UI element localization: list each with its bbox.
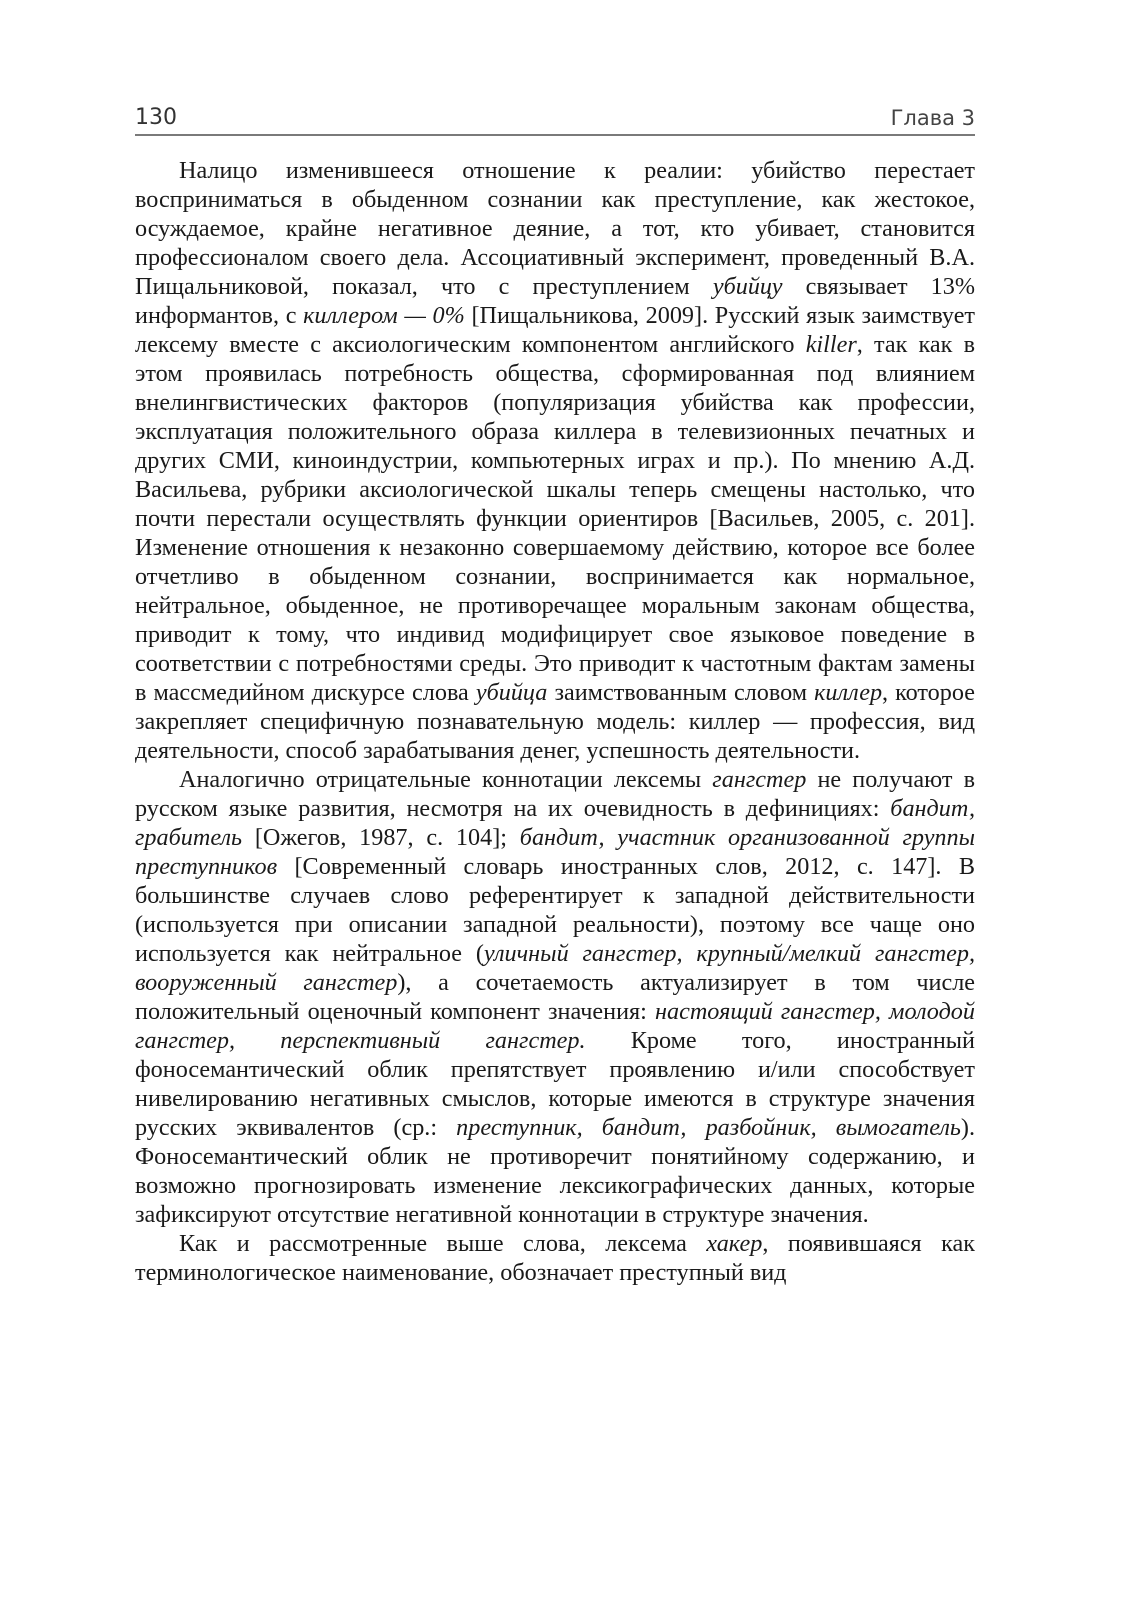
- text-run: , так как в этом проявилась потребность общества, сформированная под влиянием внелингвистических факторов (популяризация убийства как профессии, эксплуатация положительного образа киллера в телевизионных печатных и других СМИ, киноиндустрии, компьютерных играх и пр.). По мнению А.Д. Васильева, рубрики аксиологической шкалы теперь смещены настолько, что почти перестали осуществлять функции ориентиров [Васильев, 2005, с. 201]. Изменение отношения к незаконно совершаемому действию, которое все более отчетливо в обыденном сознании, воспринимается как нормальное, нейтральное, обыденное, не противоречащее моральным законам общества, приводит к тому, что индивид модифицирует свое языковое поведение в соответствии с потребностями среды. Это приводит к частотным фактам замены в массмедийном дискурсе слова: [135, 331, 975, 706]
- text-run: Кроме того, иностранный фоносемантический облик препятствует проявлению и/или способствует нивелированию негативных смыслов, которые имеются в структуре значения русских эквивалентов (ср.:: [135, 1027, 975, 1141]
- italic-term: киллером — 0%: [303, 302, 465, 329]
- italic-term: killer: [805, 331, 857, 358]
- italic-term: гангстер: [712, 766, 807, 793]
- text-run: [Ожегов, 1987, с. 104];: [242, 824, 520, 851]
- paragraph: [135, 156, 975, 765]
- text-run: заимствованным словом: [547, 679, 815, 706]
- text-run: , которое закрепляет специфичную познавательную модель: киллер — профессия, вид деятельности, способ зарабатывания денег, успешность деятельности.: [135, 679, 975, 764]
- text-run: [Современный словарь иностранных слов, 2012, с. 147]. В большинстве случаев слово референтирует к западной действительности (используется при описании западной реальности), поэтому все чаще оно используется как нейтральное (: [135, 853, 975, 967]
- text-run: связывает 13% информантов, с: [135, 273, 975, 329]
- text-run: , появившаяся как терминологическое наименование, обозначает преступный вид: [135, 1230, 975, 1286]
- paragraph: [135, 1229, 975, 1287]
- italic-term: убийца: [475, 679, 548, 706]
- book-page: [135, 100, 975, 1287]
- body-text: [135, 156, 975, 1287]
- italic-term: уличный гангстер, крупный/мелкий гангстер, вооруженный гангстер: [135, 940, 975, 996]
- text-run: Как и рассмотренные выше слова, лексема: [179, 1230, 707, 1257]
- italic-term: хакер: [706, 1230, 763, 1257]
- italic-term: бандит, участник организованной группы преступников: [135, 824, 975, 880]
- text-run: не получают в русском языке развития, несмотря на их очевидность в дефинициях:: [135, 766, 975, 822]
- italic-term: настоящий гангстер, молодой гангстер, перспективный гангстер.: [135, 998, 975, 1054]
- text-run: Аналогично отрицательные коннотации лексемы: [179, 766, 713, 793]
- paragraph: [135, 765, 975, 1229]
- italic-term: бандит, грабитель: [135, 795, 975, 851]
- text-run: Налицо изменившееся отношение к реалии: убийство перестает восприниматься в обыденном сознании как преступление, как жестокое, осуждаемое, крайне негативное деяние, а тот, кто убивает, становится профессионалом своего дела. Ассоциативный эксперимент, проведенный В.А. Пищальниковой, показал, что с преступлением: [135, 157, 975, 300]
- text-run: [Пищальникова, 2009]. Русский язык заимствует лексему вместе с аксиологическим компонентом английского: [135, 302, 976, 358]
- chapter-title: Глава 3: [890, 106, 975, 130]
- italic-term: киллер: [814, 679, 883, 706]
- italic-term: преступник, бандит, разбойник, вымогатель: [456, 1114, 961, 1141]
- text-run: ), а сочетаемость актуализирует в том числе положительный оценочный компонент значения:: [135, 969, 975, 1025]
- running-head: [135, 100, 975, 136]
- text-run: ). Фоносемантический облик не противоречит понятийному содержанию, и возможно прогнозировать изменение лексикографических данных, которые зафиксируют отсутствие негативной коннотации в структуре значения.: [135, 1114, 975, 1228]
- page-number: 130: [135, 105, 177, 130]
- italic-term: убийцу: [712, 273, 783, 300]
